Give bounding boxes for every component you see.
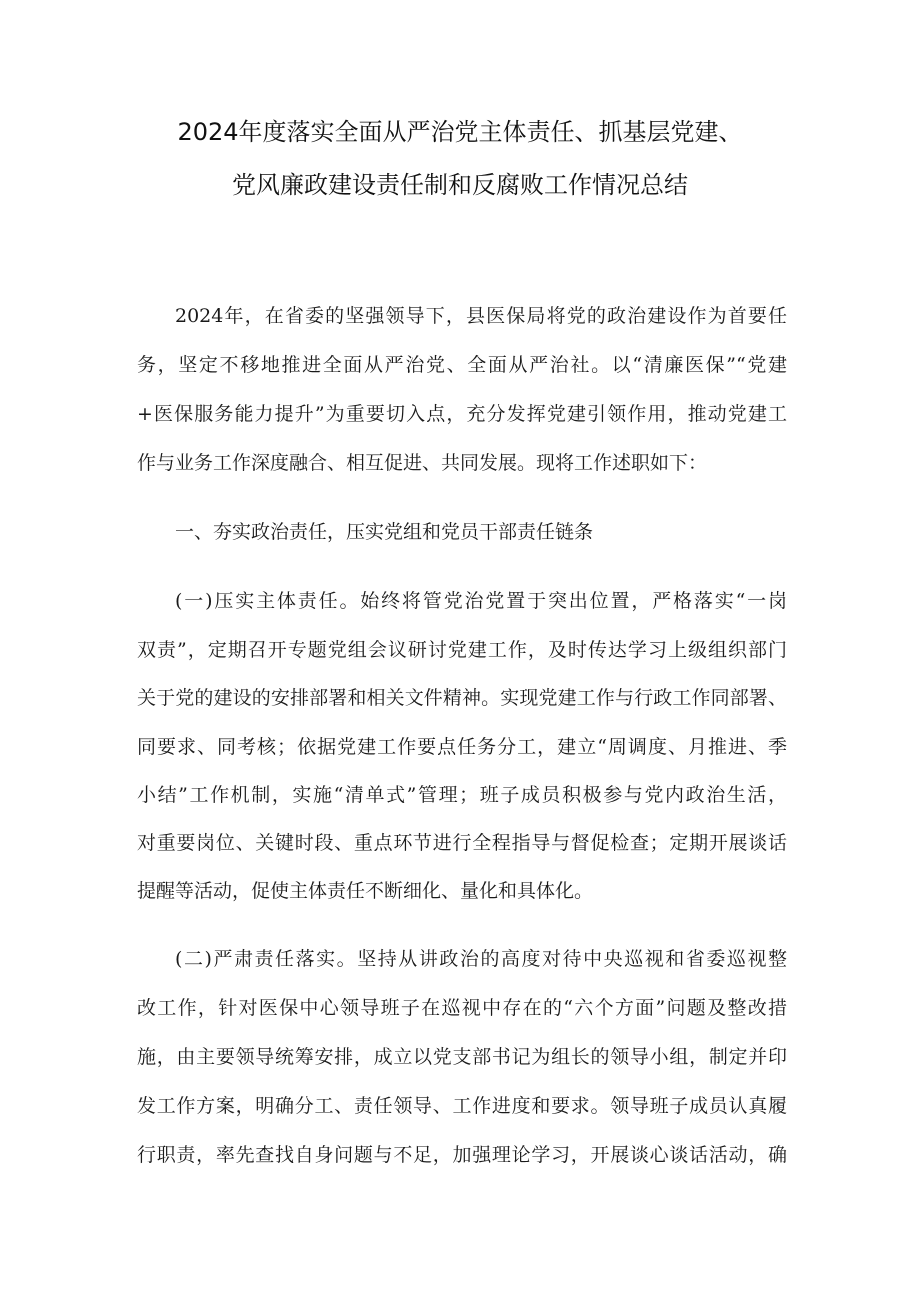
subsection-1-line-4: 同要求、同考核；依据党建工作要点任务分工，建立“周调度、月推进、季 bbox=[137, 736, 787, 758]
subsection-1-line-1: (一)压实主体责任。始终将管党治党置于突出位置，严格落实“一岗 bbox=[175, 590, 787, 612]
document-title-line-1: 2024年度落实全面从严治党主体责任、抓基层党建、 bbox=[177, 118, 743, 146]
intro-line-2: 务，坚定不移地推进全面从严治党、全面从严治社。以“清廉医保”“党建 bbox=[137, 354, 787, 376]
subsection-2-line-1: (二)严肃责任落实。坚持从讲政治的高度对待中央巡视和省委巡视整 bbox=[175, 948, 787, 970]
subsection-1-line-3: 关于党的建设的安排部署和相关文件精神。实现党建工作与行政工作同部署、 bbox=[137, 687, 787, 709]
document-title-line-2: 党风廉政建设责任制和反腐败工作情况总结 bbox=[232, 171, 688, 199]
intro-line-1: 2024年，在省委的坚强领导下，县医保局将党的政治建设作为首要任 bbox=[175, 305, 787, 327]
subsection-2-line-2: 改工作，针对医保中心领导班子在巡视中存在的“六个方面”问题及整改措 bbox=[137, 997, 787, 1019]
subsection-2-line-3: 施，由主要领导统筹安排，成立以党支部书记为组长的领导小组，制定并印 bbox=[137, 1046, 787, 1068]
section-1-heading: 一、夯实政治责任，压实党组和党员干部责任链条 bbox=[175, 521, 594, 543]
intro-line-4: 作与业务工作深度融合、相互促进、共同发展。现将工作述职如下： bbox=[137, 452, 708, 474]
subsection-2-line-5: 行职责，率先查找自身问题与不足，加强理论学习，开展谈心谈话活动，确 bbox=[137, 1144, 787, 1166]
subsection-1-line-7: 提醒等活动，促使主体责任不断细化、量化和具体化。 bbox=[137, 880, 594, 902]
subsection-1-line-6: 对重要岗位、关键时段、重点环节进行全程指导与督促检查；定期开展谈话 bbox=[137, 832, 787, 854]
subsection-1-line-5: 小结”工作机制，实施“清单式”管理；班子成员积极参与党内政治生活， bbox=[137, 784, 787, 806]
subsection-2-line-4: 发工作方案，明确分工、责任领导、工作进度和要求。领导班子成员认真履 bbox=[137, 1095, 787, 1117]
subsection-1-line-2: 双责”，定期召开专题党组会议研讨党建工作，及时传达学习上级组织部门 bbox=[137, 639, 787, 661]
intro-line-3: +医保服务能力提升”为重要切入点，充分发挥党建引领作用，推动党建工 bbox=[137, 403, 787, 425]
